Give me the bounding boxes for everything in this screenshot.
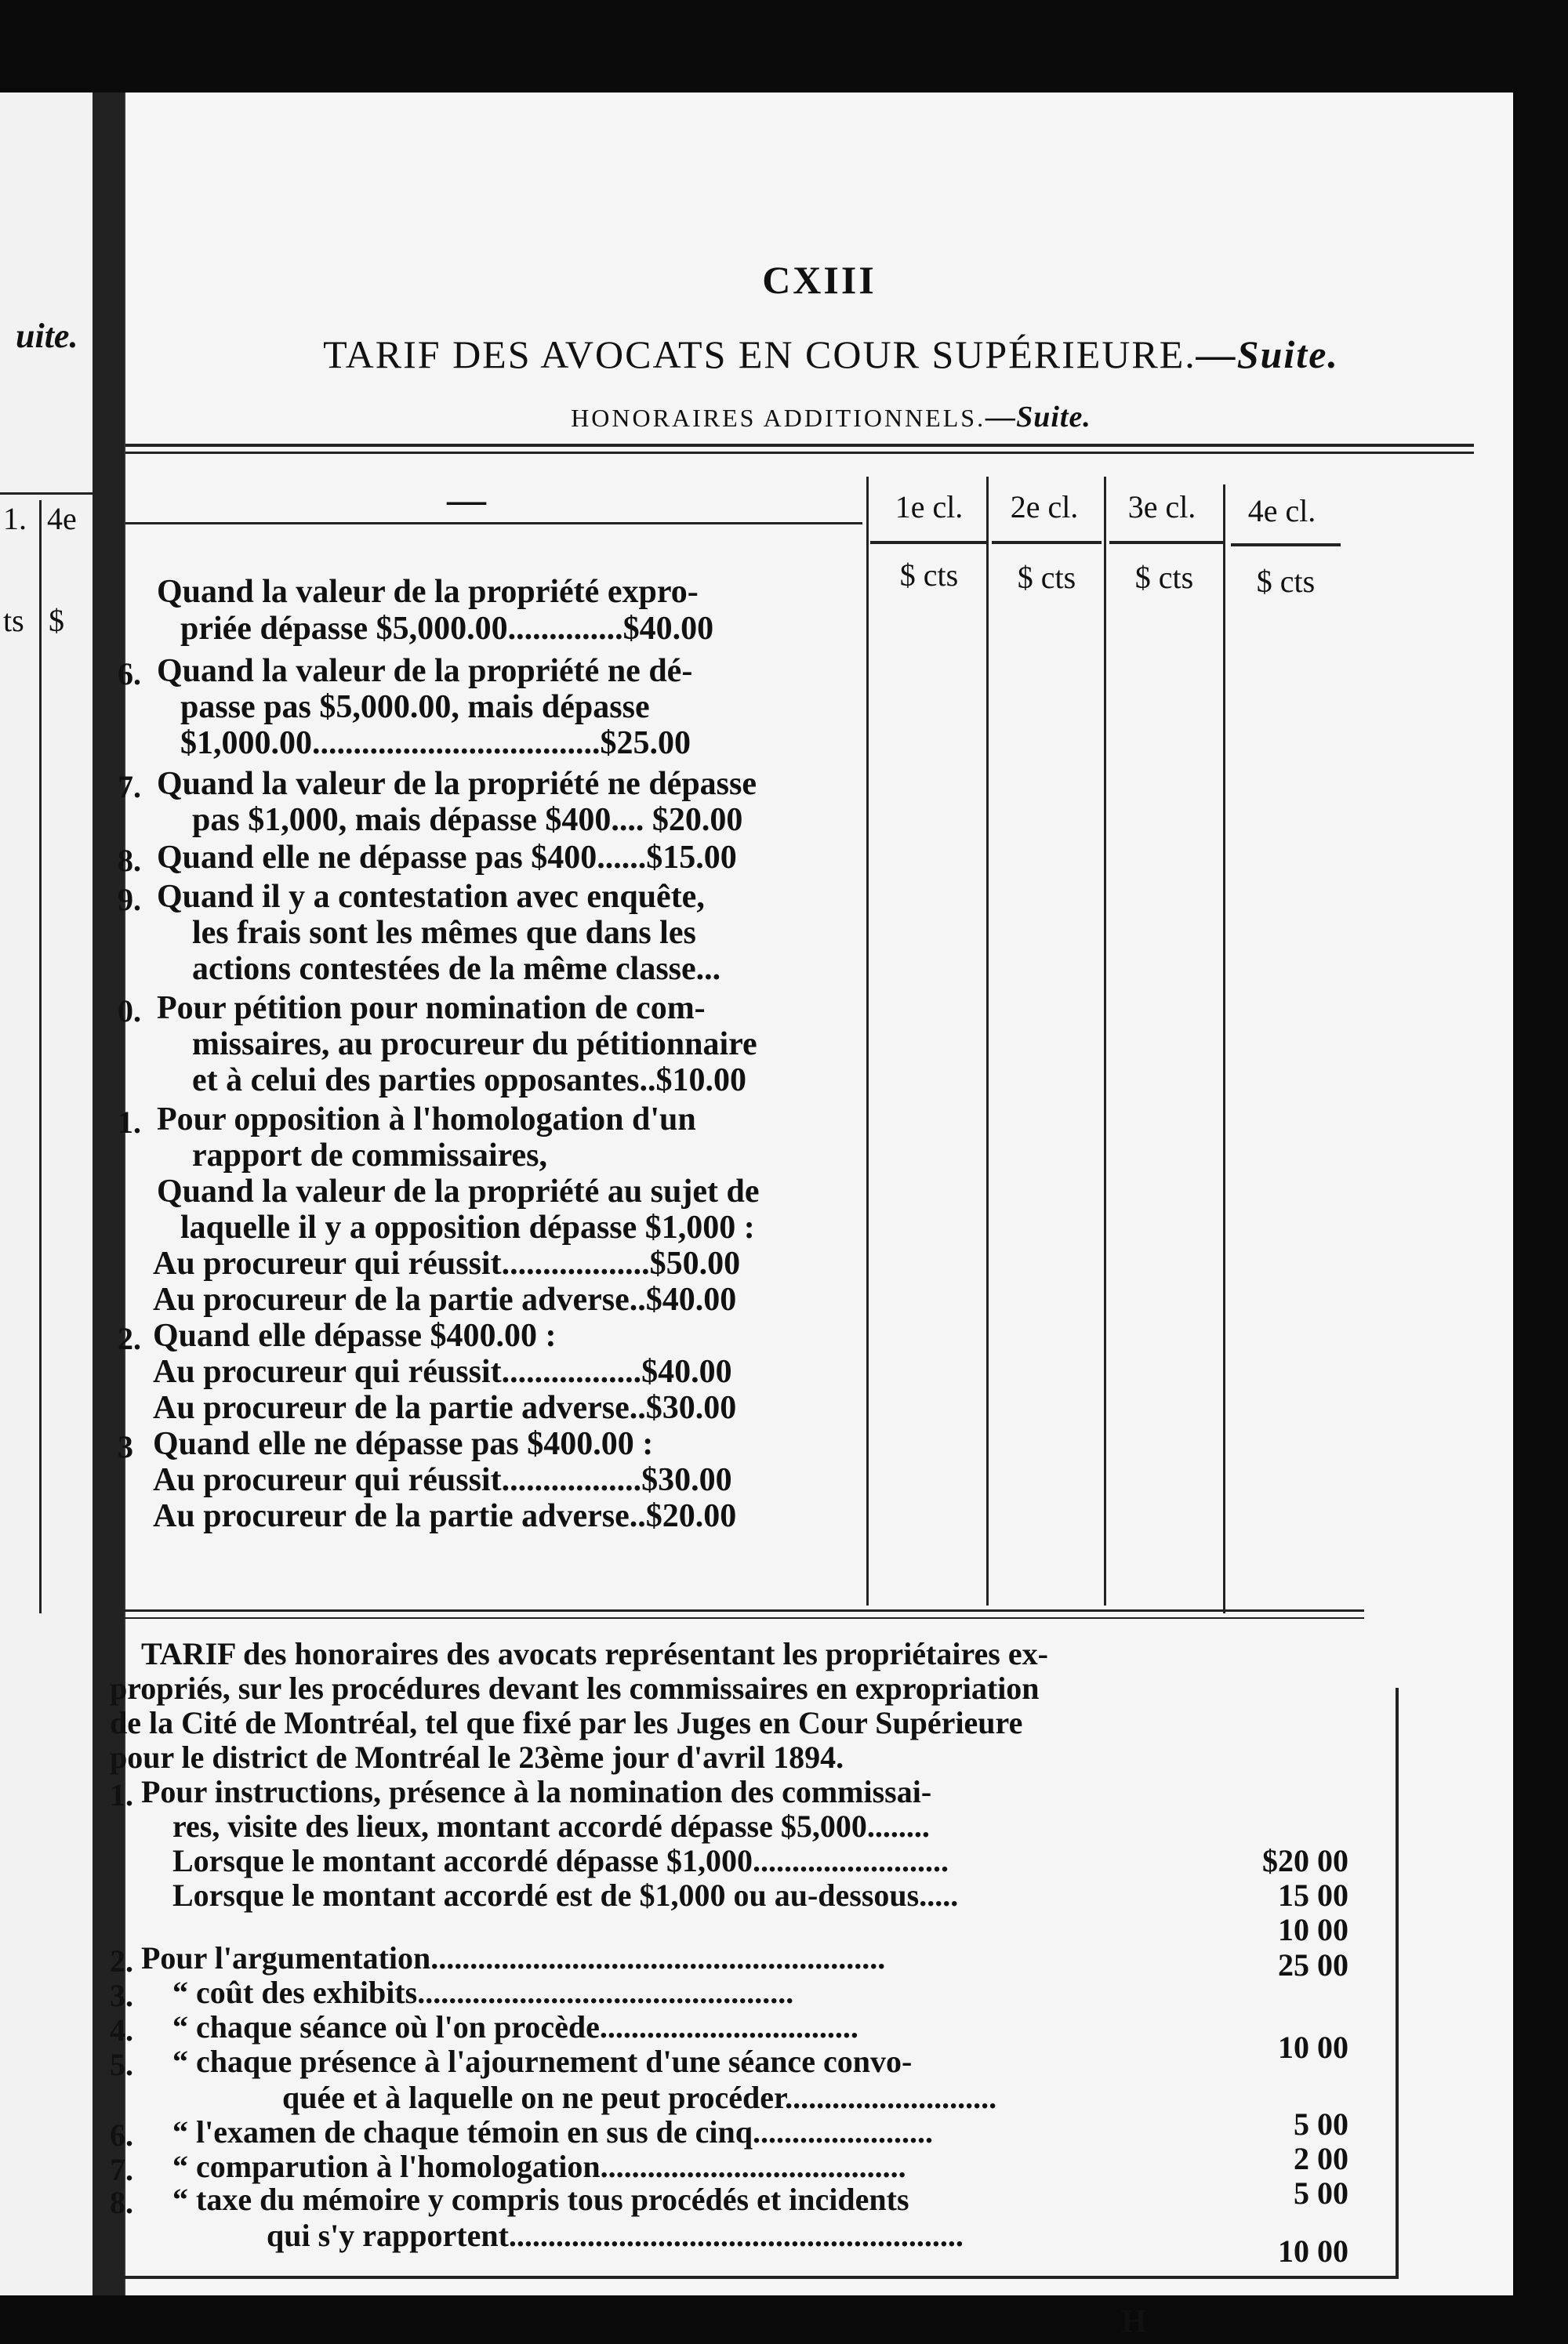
tarif-item-amount: 25 00	[1278, 1947, 1348, 1983]
title-text: TARIF DES AVOCATS EN COUR SUPÉRIEURE.	[323, 332, 1196, 376]
entry-number: 7.	[118, 769, 141, 804]
tarif-item-number: 2.	[110, 1943, 133, 1979]
col-4e-header: 4e cl.	[1247, 493, 1316, 528]
entry-line: Quand la valeur de la propriété ne dépasse	[157, 766, 757, 802]
entry-line: actions contestées de la même classe...	[192, 951, 721, 987]
entry-line: Quand elle ne dépasse pas $400......$15.00	[157, 840, 737, 876]
tarif-item-text: Pour instructions, présence à la nomination des commissai-	[141, 1774, 932, 1809]
left-vline	[39, 500, 42, 1613]
left-page-fragment	[0, 93, 100, 2295]
entry-number: 8.	[118, 843, 141, 878]
left-suite-fragment: uite.	[16, 317, 78, 355]
tarif-item-number: 7.	[110, 2152, 133, 2187]
tarif-item-text: res, visite des lieux, montant accordé dépasse $5,000........	[172, 1809, 930, 1844]
signature-mark: H	[1121, 2304, 1147, 2340]
entry-line: passe pas $5,000.00, mais dépasse	[180, 689, 650, 725]
col-divider-4	[1223, 484, 1225, 1613]
col-2e-header: 2e cl.	[1010, 489, 1079, 524]
tarif-item-amount: $20 00	[1262, 1843, 1348, 1878]
subtitle-text: HONORAIRES ADDITIONNELS.	[571, 404, 986, 432]
tarif-item-number: 5.	[110, 2047, 133, 2082]
tarif-item-text: quée et à laquelle on ne peut procéder...........................	[282, 2080, 997, 2115]
col-2-unit-rule	[992, 541, 1102, 544]
entry-number: 0.	[118, 993, 141, 1029]
entry-line: Au procureur qui réussit..................$50.00	[153, 1246, 741, 1282]
tarif-item-text: Pour l'argumentation..........................................................	[141, 1940, 886, 1976]
tarif-intro-line: pour le district de Montréal le 23ème jour d'avril 1894.	[110, 1740, 844, 1775]
tarif-box-right-border	[1396, 1688, 1399, 2276]
page-subtitle	[172, 400, 1490, 434]
left-col-1: 1.	[3, 501, 27, 536]
tarif-item-number: 8.	[110, 2185, 133, 2220]
left-col-dollar: $	[49, 603, 64, 638]
col-1-units: $ cts	[899, 557, 959, 593]
tarif-intro-line: de la Cité de Montréal, tel que fixé par les Juges en Cour Supérieure	[110, 1705, 1023, 1740]
entry-line: laquelle il y a opposition dépasse $1,000 :	[180, 1210, 755, 1246]
entry-line: rapport de commissaires,	[192, 1138, 547, 1174]
entry-line: Au procureur qui réussit.................$40.00	[153, 1354, 732, 1390]
entry-line: Quand la valeur de la propriété au sujet de	[157, 1174, 760, 1210]
entry-line: Pour opposition à l'homologation d'un	[157, 1101, 696, 1138]
tarif-item-amount: 5 00	[1294, 2175, 1348, 2211]
entry-line: priée dépasse $5,000.00..............$40.00	[180, 611, 714, 647]
entry-number: 3	[118, 1429, 133, 1464]
entry-line: Au procureur de la partie adverse..$40.00	[153, 1282, 737, 1318]
entry-number: 6.	[118, 656, 141, 691]
tarif-item-amount: 15 00	[1278, 1878, 1348, 1913]
col-1e-header: 1e cl.	[895, 489, 964, 524]
tarif-item-text: “ chaque présence à l'ajournement d'une séance convo-	[172, 2044, 913, 2079]
tarif-item-text: “ l'examen de chaque témoin en sus de cinq.......................	[172, 2114, 934, 2150]
tarif-item-amount: 2 00	[1294, 2141, 1348, 2176]
col-3e-header: 3e cl.	[1127, 489, 1196, 524]
tarif-item-number: 6.	[110, 2117, 133, 2153]
entry-number: 2.	[118, 1321, 141, 1356]
col-divider-2	[986, 477, 989, 1606]
tarif-item-text: Lorsque le montant accordé est de $1,000 ou au-dessous.....	[172, 1878, 959, 1913]
col-1-unit-rule	[870, 541, 988, 544]
tarif-item-amount: 10 00	[1278, 1912, 1348, 1947]
tarif-box-top-rule	[94, 1609, 1364, 1612]
tarif-item-number: 4.	[110, 2012, 133, 2048]
header-double-rule-top	[125, 444, 1474, 447]
column-header-rule	[125, 522, 862, 524]
col-3-unit-rule	[1109, 541, 1223, 544]
left-col-4e: 4e	[47, 501, 77, 536]
column-dash: —	[447, 477, 486, 521]
tarif-box-top-rule-inner	[94, 1617, 1364, 1619]
entry-line: les frais sont les mêmes que dans les	[192, 915, 696, 951]
entry-line: Quand la valeur de la propriété ne dé-	[157, 653, 693, 689]
tarif-box-bottom-rule	[94, 2276, 1399, 2279]
tarif-item-text: “ chaque séance où l'on procède.................................	[172, 2009, 858, 2045]
tarif-intro-line: propriés, sur les procédures devant les commissaires en expropriation	[110, 1671, 1040, 1706]
tarif-item-number: 3.	[110, 1978, 133, 2013]
tarif-item-amount: 10 00	[1278, 2030, 1348, 2065]
header-double-rule-bottom	[125, 452, 1474, 454]
tarif-item-number: 1.	[110, 1777, 133, 1812]
col-3-units: $ cts	[1134, 560, 1194, 595]
entry-line: missaires, au procureur du pétitionnaire	[192, 1026, 757, 1062]
tarif-item-amount: 5 00	[1294, 2106, 1348, 2142]
col-4-units: $ cts	[1256, 564, 1316, 599]
entry-line: Quand elle ne dépasse pas $400.00 :	[153, 1426, 654, 1462]
entry-line: Au procureur de la partie adverse..$30.00	[153, 1390, 737, 1426]
entry-line: Pour pétition pour nomination de com-	[157, 990, 706, 1026]
left-col-ts: ts	[3, 603, 24, 638]
entry-line: et à celui des parties opposantes..$10.00	[192, 1062, 746, 1098]
col-divider-1	[866, 477, 869, 1606]
entry-line: Quand elle dépasse $400.00 :	[153, 1318, 557, 1354]
tarif-item-text: “ taxe du mémoire y compris tous procédés et incidents	[172, 2182, 909, 2217]
entry-line: Quand il y a contestation avec enquête,	[157, 879, 705, 915]
entry-line: Au procureur qui réussit.................$30.00	[153, 1462, 732, 1498]
left-rule	[0, 492, 93, 495]
page-number-roman: CXIII	[762, 258, 877, 302]
entry-number: 1.	[118, 1105, 141, 1140]
tarif-item-text: qui s'y rapportent..........................................................	[267, 2218, 964, 2253]
entry-line: $1,000.00...................................$25.00	[180, 725, 691, 761]
tarif-item-text: “ comparution à l'homologation.......................................	[172, 2149, 906, 2184]
book-page	[110, 93, 1513, 2340]
tarif-intro-line: TARIF des honoraires des avocats représentant les propriétaires ex-	[141, 1636, 1048, 1671]
col-2-units: $ cts	[1017, 560, 1076, 595]
subtitle-suite: —Suite.	[985, 401, 1091, 434]
col-divider-3	[1104, 477, 1106, 1606]
tarif-item-amount: 10 00	[1278, 2233, 1348, 2269]
tarif-item-text: “ coût des exhibits................................................	[172, 1975, 794, 2010]
entry-number: 9.	[118, 882, 141, 917]
entry-line: Au procureur de la partie adverse..$20.00	[153, 1498, 737, 1534]
tarif-item-text: Lorsque le montant accordé dépasse $1,000.........................	[172, 1843, 949, 1878]
entry-line: pas $1,000, mais dépasse $400.... $20.00	[192, 802, 743, 838]
entry-line: Quand la valeur de la propriété expro-	[157, 574, 699, 610]
page-title	[172, 332, 1490, 377]
col-4-unit-rule	[1231, 543, 1341, 546]
title-suite: —Suite.	[1196, 332, 1339, 376]
